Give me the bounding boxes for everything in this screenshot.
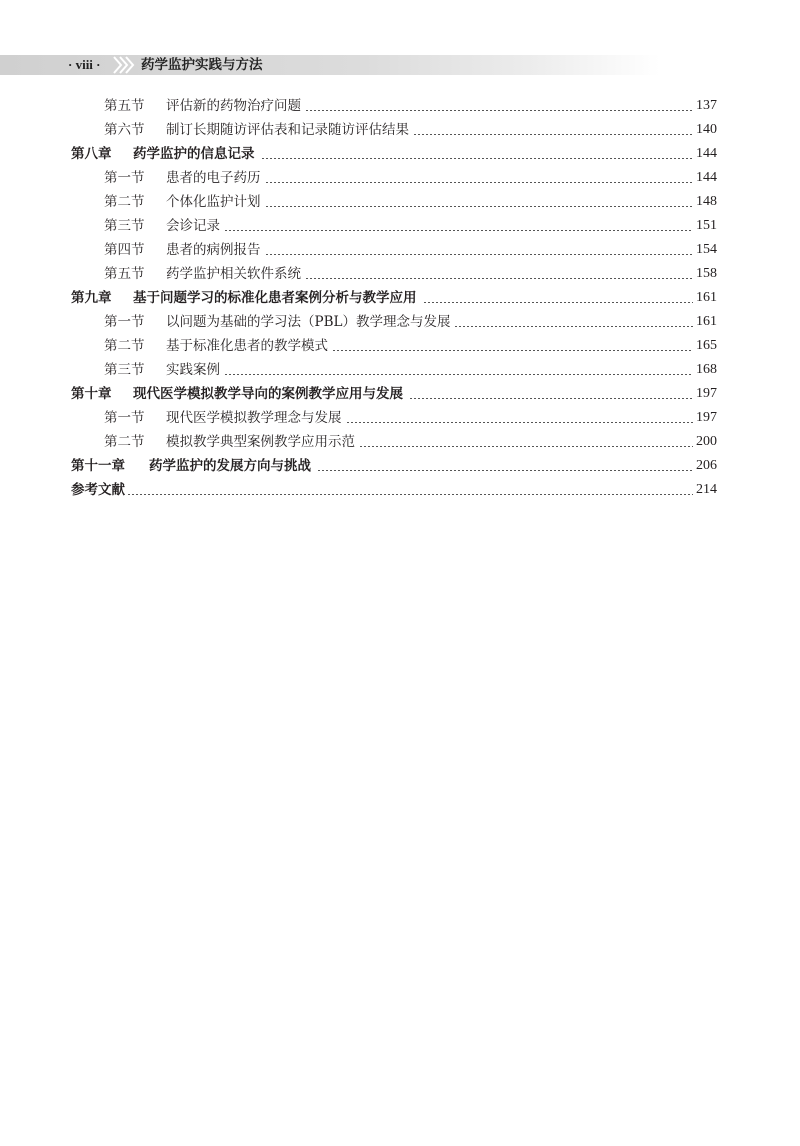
page-ref: 206	[696, 458, 717, 473]
dot-leader	[454, 326, 693, 327]
section-number: 第六节	[104, 122, 145, 138]
page-ref: 154	[696, 242, 717, 257]
toc-entry-section[interactable]	[71, 360, 717, 380]
section-title: 药学监护相关软件系统	[166, 266, 301, 282]
dot-leader	[346, 422, 694, 423]
references-title: 参考文献	[71, 482, 125, 498]
toc-entry-section[interactable]	[71, 408, 717, 428]
dot-leader	[359, 446, 693, 447]
page-ref: 161	[696, 314, 717, 329]
dot-leader	[261, 158, 694, 159]
page-ref: 148	[696, 194, 717, 209]
page-ref: 137	[696, 98, 717, 113]
page-ref: 197	[696, 410, 717, 425]
dot-leader	[265, 206, 694, 207]
section-number: 第二节	[104, 338, 145, 354]
chapter-number: 第十章	[71, 386, 112, 402]
section-number: 第五节	[104, 98, 145, 114]
toc-entry-section[interactable]	[71, 192, 717, 212]
section-title: 会诊记录	[166, 218, 220, 234]
section-title: 患者的电子药历	[166, 170, 261, 186]
dot-leader	[305, 110, 693, 111]
toc-entry-section[interactable]	[71, 96, 717, 116]
toc-entry-chapter[interactable]	[71, 288, 717, 308]
toc-entry-section[interactable]	[71, 312, 717, 332]
section-title: 制订长期随访评估表和记录随访评估结果	[166, 122, 409, 138]
section-title: 个体化监护计划	[166, 194, 261, 210]
chapter-title: 药学监护的发展方向与挑战	[149, 458, 311, 474]
toc-entry-chapter[interactable]	[71, 144, 717, 164]
page-ref: 165	[696, 338, 717, 353]
section-number: 第四节	[104, 242, 145, 258]
dot-leader	[423, 302, 694, 303]
section-title: 基于标准化患者的教学模式	[166, 338, 328, 354]
section-title: 现代医学模拟教学理念与发展	[166, 410, 342, 426]
section-number: 第五节	[104, 266, 145, 282]
page-ref: 158	[696, 266, 717, 281]
dot-leader	[224, 374, 693, 375]
dot-leader	[317, 470, 693, 471]
page-ref: 144	[696, 146, 717, 161]
page-ref: 144	[696, 170, 717, 185]
dot-leader	[413, 134, 693, 135]
section-title: 患者的病例报告	[166, 242, 261, 258]
section-number: 第二节	[104, 194, 145, 210]
chevron-decoration-icon	[112, 55, 136, 75]
page-ref: 197	[696, 386, 717, 401]
dot-leader	[224, 230, 693, 231]
chapter-number: 第十一章	[71, 458, 125, 474]
section-number: 第二节	[104, 434, 145, 450]
book-title: 药学监护实践与方法	[141, 57, 263, 73]
toc-entry-chapter[interactable]	[71, 384, 717, 404]
dot-leader	[409, 398, 693, 399]
dot-leader	[265, 254, 694, 255]
toc-entry-section[interactable]	[71, 168, 717, 188]
toc-entry-section[interactable]	[71, 264, 717, 284]
toc-entry-section[interactable]	[71, 336, 717, 356]
page-ref: 151	[696, 218, 717, 233]
dot-leader	[265, 182, 694, 183]
dot-leader	[305, 278, 693, 279]
toc-entry-references[interactable]	[71, 480, 717, 500]
chapter-title: 现代医学模拟教学导向的案例教学应用与发展	[133, 386, 403, 402]
page-number: · viii ·	[68, 57, 101, 72]
section-number: 第一节	[104, 410, 145, 426]
toc-entry-chapter[interactable]	[71, 456, 717, 476]
chapter-title: 药学监护的信息记录	[133, 146, 255, 162]
dot-leader	[332, 350, 693, 351]
page-ref: 140	[696, 122, 717, 137]
toc-entry-section[interactable]	[71, 216, 717, 236]
section-title: 评估新的药物治疗问题	[166, 98, 301, 114]
section-title: 实践案例	[166, 362, 220, 378]
section-title: 模拟教学典型案例教学应用示范	[166, 434, 355, 450]
toc-entry-section[interactable]	[71, 432, 717, 452]
toc-entry-section[interactable]	[71, 120, 717, 140]
section-number: 第三节	[104, 362, 145, 378]
chapter-title: 基于问题学习的标准化患者案例分析与教学应用	[133, 290, 417, 306]
chapter-number: 第九章	[71, 290, 112, 306]
dot-leader	[127, 494, 693, 495]
page-ref: 200	[696, 434, 717, 449]
section-number: 第一节	[104, 170, 145, 186]
section-title: 以问题为基础的学习法（PBL）教学理念与发展	[166, 314, 451, 330]
section-number: 第三节	[104, 218, 145, 234]
section-number: 第一节	[104, 314, 145, 330]
page-ref: 168	[696, 362, 717, 377]
page-ref: 214	[696, 482, 717, 497]
chapter-number: 第八章	[71, 146, 112, 162]
toc-entry-section[interactable]	[71, 240, 717, 260]
page-ref: 161	[696, 290, 717, 305]
